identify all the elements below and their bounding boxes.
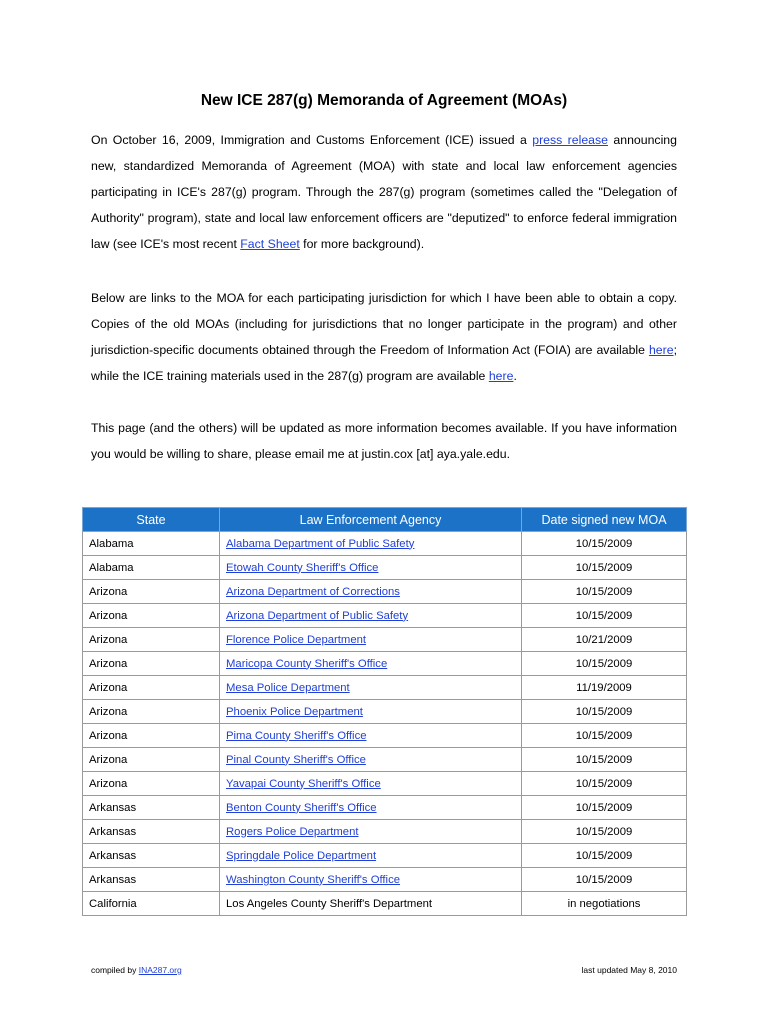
agency-cell [220,820,522,844]
date-cell: 10/15/2009 [522,748,687,772]
state-cell: Arizona [83,652,220,676]
date-cell: 10/15/2009 [522,724,687,748]
state-cell: Arkansas [83,796,220,820]
agency-moa-link[interactable]: Mesa Police Department [226,681,350,694]
state-cell: Arizona [83,748,220,772]
table-row [83,724,687,748]
table-row [83,532,687,556]
links-text: Below are links to the MOA for each participating jurisdiction for which I have been able to obtain a copy. Copies of the old MOAs (including for jurisdictions that no longer participate in the program) and other jurisdiction-specific documents obtained through the Freedom of Information Act (FOIA) are available [91,291,677,357]
intro-text: for more background). [299,237,425,251]
state-cell: Arizona [83,724,220,748]
agency-moa-link[interactable]: Yavapai County Sheriff's Office [226,777,381,790]
state-cell: Arkansas [83,820,220,844]
table-row [83,844,687,868]
table-row [83,748,687,772]
table-body [83,532,687,916]
page-title: New ICE 287(g) Memoranda of Agreement (MOAs) [200,92,568,109]
date-cell: 10/15/2009 [522,556,687,580]
fact-sheet-link[interactable]: Fact Sheet [240,237,300,251]
table-header-row [83,508,687,532]
agency-cell [220,532,522,556]
agency-cell [220,724,522,748]
agency-moa-link[interactable]: Benton County Sheriff's Office [226,801,377,814]
date-cell: 10/15/2009 [522,700,687,724]
agency-moa-link[interactable]: Etowah County Sheriff's Office [226,561,379,574]
state-cell: Arizona [83,700,220,724]
agency-cell [220,628,522,652]
table-row [83,580,687,604]
state-cell: Arizona [83,604,220,628]
state-cell: Alabama [83,556,220,580]
state-cell: Arizona [83,628,220,652]
date-cell: 10/15/2009 [522,652,687,676]
date-cell: 10/15/2009 [522,532,687,556]
agency-cell [220,580,522,604]
date-cell: in negotiations [522,892,687,916]
agency-cell [220,676,522,700]
agency-moa-link[interactable]: Rogers Police Department [226,825,359,838]
table-row [83,604,687,628]
agency-moa-link[interactable]: Florence Police Department [226,633,367,646]
agency-moa-link[interactable]: Arizona Department of Public Safety [226,609,409,622]
table-row [83,772,687,796]
agency-moa-link[interactable]: Pima County Sheriff's Office [226,729,367,742]
table-row [83,820,687,844]
header-state: State [83,508,220,532]
links-paragraph [91,285,677,389]
table-row [83,628,687,652]
table-row [83,796,687,820]
links-text: ; while the ICE training materials used in the 287(g) program are available [91,343,677,383]
header-date: Date signed new MOA [522,508,687,532]
agency-cell [220,772,522,796]
intro-text: On October 16, 2009, Immigration and Customs Enforcement (ICE) issued a [91,133,533,147]
state-cell: Arizona [83,676,220,700]
agency-cell [220,796,522,820]
table-row [83,700,687,724]
old-moas-link[interactable]: here [648,343,674,357]
footer-updated: last updated May 8, 2010 [581,965,677,975]
agency-cell [220,868,522,892]
date-cell: 10/15/2009 [522,868,687,892]
agency-moa-link[interactable]: Washington County Sheriff's Office [226,873,400,886]
table-row [83,676,687,700]
agency-cell [220,652,522,676]
state-cell: Alabama [83,532,220,556]
agency-cell [220,556,522,580]
header-agency: Law Enforcement Agency [220,508,522,532]
compiled-prefix: compiled by [91,965,139,975]
date-cell: 10/15/2009 [522,796,687,820]
table-row [83,556,687,580]
intro-paragraph [91,127,677,257]
agency-moa-link[interactable]: Springdale Police Department [226,849,377,862]
training-materials-link[interactable]: here [488,369,514,383]
state-cell: Arkansas [83,868,220,892]
agency-moa-link[interactable]: Phoenix Police Department [226,705,363,718]
state-cell: Arizona [83,772,220,796]
date-cell: 10/15/2009 [522,604,687,628]
moa-table [82,507,687,916]
agency-cell [220,844,522,868]
footer-compiled [91,965,182,975]
agency-moa-link[interactable]: Alabama Department of Public Safety [226,537,415,550]
agency-cell [220,700,522,724]
date-cell: 10/15/2009 [522,772,687,796]
state-cell: California [83,892,220,916]
ina287-link[interactable]: INA287.org [138,965,182,975]
agency-cell: Los Angeles County Sheriff's Department [220,892,522,916]
date-cell: 11/19/2009 [522,676,687,700]
date-cell: 10/15/2009 [522,820,687,844]
press-release-link[interactable]: press release [532,133,609,147]
date-cell: 10/21/2009 [522,628,687,652]
intro-text: announcing new, standardized Memoranda of Agreement (MOA) with state and local law enforcement agencies participating in ICE's 287(g) program. Through the 287(g) program (sometimes called the "Delegation of Authority" program), state and local law enforcement officers are "deputized" to enforce federal immigration law (see ICE's most recent [91,133,677,251]
agency-cell [220,748,522,772]
table-row [83,892,687,916]
update-paragraph: This page (and the others) will be updated as more information becomes available. If you have information you would be willing to share, please email me at justin.cox [at] aya.yale.edu. [91,421,677,461]
state-cell: Arkansas [83,844,220,868]
agency-moa-link[interactable]: Arizona Department of Corrections [226,585,400,598]
agency-moa-link[interactable]: Maricopa County Sheriff's Office [226,657,388,670]
table-row [83,652,687,676]
links-text: . [513,369,517,383]
state-cell: Arizona [83,580,220,604]
agency-moa-link[interactable]: Pinal County Sheriff's Office [226,753,366,766]
agency-cell [220,604,522,628]
date-cell: 10/15/2009 [522,580,687,604]
date-cell: 10/15/2009 [522,844,687,868]
table-row [83,868,687,892]
